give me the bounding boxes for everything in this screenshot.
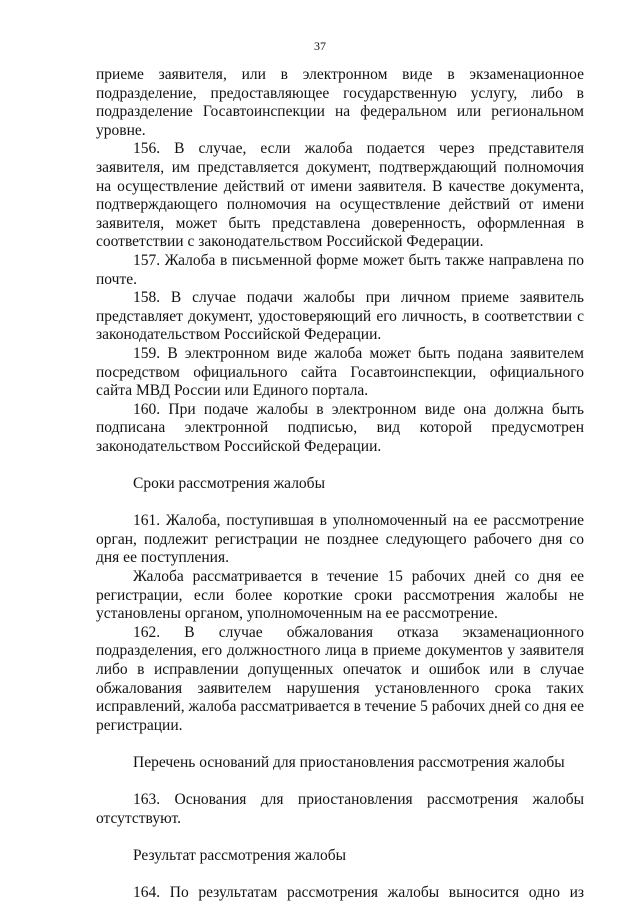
paragraph-161-continued: Жалоба рассматривается в течение 15 рабочих дней со дня ее регистрации, если более короткие сроки рассмотрения жалобы не установлены органом, уполномоченным на ее рассмотрение. <box>96 568 584 623</box>
paragraph-161: 161. Жалоба, поступившая в уполномоченный на ее рассмотрение орган, подлежит регистрации не позднее следующего рабочего дня со дня ее поступления. <box>96 512 584 567</box>
paragraph-158: 158. В случае подачи жалобы при личном приеме заявитель представляет документ, удостоверяющий его личность, в соответствии с законодательством Российской Федерации. <box>96 289 584 344</box>
section-spacer <box>96 494 584 513</box>
page-number: 37 <box>314 39 326 53</box>
paragraph-159: 159. В электронном виде жалоба может быть подана заявителем посредством официального сайта Госавтоинспекции, официального сайта МВД России или Единого портала. <box>96 344 584 400</box>
paragraph-162: 162. В случае обжалования отказа экзаменационного подразделения, его должностного лица в приеме документов у заявителя либо в исправлении допущенных опечаток и ошибок или в случае обжалования заявителем нарушения установленного срока таких исправлений, жалоба рассматривается в течение 5 рабочих дней со дня ее регистрации. <box>96 623 584 734</box>
section-spacer <box>96 735 584 754</box>
section-spacer <box>96 773 584 792</box>
section-spacer <box>96 866 584 885</box>
paragraph-156: 156. В случае, если жалоба подается через представителя заявителя, им представляется документ, подтверждающий полномочия на осуществление действий от имени заявителя. В качестве документа, подтверждающего полномочия на осуществление действий от имени заявителя, может быть представлена доверенность, оформленная в соответствии с законодательством Российской Федерации. <box>96 140 584 251</box>
paragraph-157: 157. Жалоба в письменной форме может быть также направлена по почте. <box>96 251 584 288</box>
section-spacer <box>96 828 584 847</box>
section-heading-review-terms: Сроки рассмотрения жалобы <box>133 475 325 493</box>
paragraph-163: 163. Основания для приостановления рассмотрения жалобы отсутствуют. <box>96 791 584 827</box>
paragraph-intro: приеме заявителя, или в электронном виде в экзаменационное подразделение, предоставляющее государственную услугу, либо в подразделение Госавтоинспекции на федеральном или региональном уровне. <box>96 66 584 139</box>
section-spacer <box>96 456 584 475</box>
paragraph-164: 164. По результатам рассмотрения жалобы выносится одно из <box>133 884 584 902</box>
section-heading-suspension-grounds: Перечень оснований для приостановления рассмотрения жалобы <box>133 753 565 771</box>
document-body <box>96 66 584 903</box>
paragraph-160: 160. При подаче жалобы в электронном виде она должна быть подписана электронной подписью, вид которой предусмотрен законодательством Российской Федерации. <box>96 400 584 455</box>
section-heading-review-result: Результат рассмотрения жалобы <box>133 846 347 864</box>
